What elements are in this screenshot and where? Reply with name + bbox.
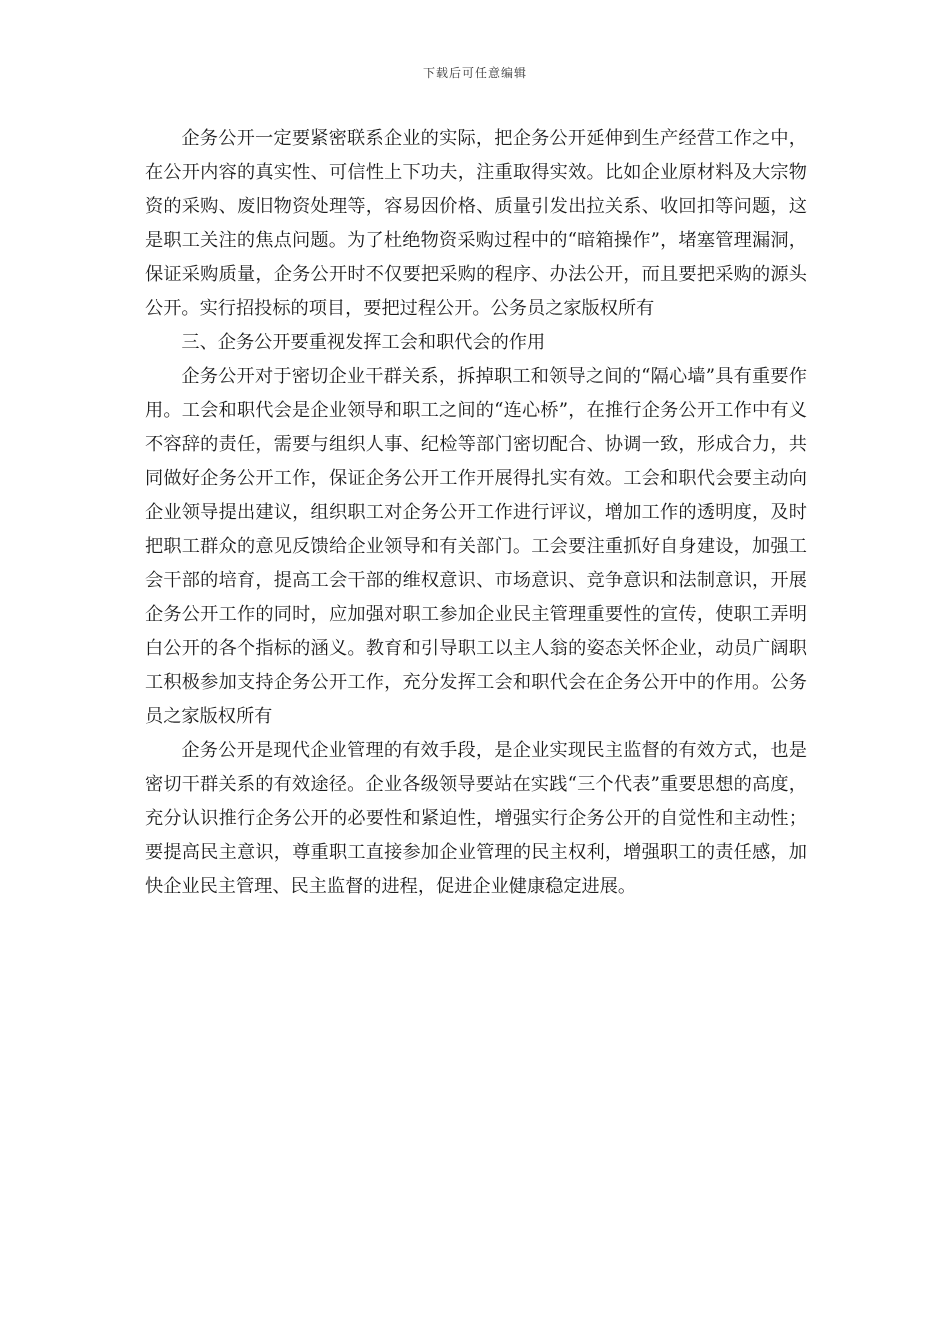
header-note: 下载后可任意编辑 [422,66,527,80]
paragraph-conclusion: 企务公开是现代企业管理的有效手段，是企业实现民主监督的有效方式，也是密切干群关系的有效途径。企业各级领导要站在实践“三个代表”重要思想的高度，充分认识推行企务公开的必要性和紧迫性，增强实行企务公开的自觉性和主动性；要提高民主意识，尊重职工直接参加企业管理的民主权利，增强职工的责任感，加快企业民主管理、民主监督的进程，促进企业健康稳定进展。 [145,740,807,897]
section-heading-union-role: 三、企务公开要重视发挥工会和职代会的作用 [181,332,546,353]
document-body [145,122,807,904]
paragraph-procurement-disclosure: 企务公开一定要紧密联系企业的实际，把企务公开延伸到生产经营工作之中，在公开内容的真实性、可信性上下功夫，注重取得实效。比如企业原材料及大宗物资的采购、废旧物资处理等，容易因价格、质量引发出拉关系、收回扣等问题，这是职工关注的焦点问题。为了杜绝物资采购过程中的“暗箱操作”，堵塞管理漏洞，保证采购质量，企务公开时不仅要把采购的程序、办法公开，而且要把采购的源头公开。实行招投标的项目，要把过程公开。公务员之家版权所有 [145,128,807,319]
paragraph-union-role: 企务公开对于密切企业干群关系，拆掉职工和领导之间的“隔心墙”具有重要作用。工会和职代会是企业领导和职工之间的“连心桥”，在推行企务公开工作中有义不容辞的责任，需要与组织人事、纪检等部门密切配合、协调一致，形成合力，共同做好企务公开工作，保证企务公开工作开展得扎实有效。工会和职代会要主动向企业领导提出建议，组织职工对企务公开工作进行评议，增加工作的透明度，及时把职工群众的意见反馈给企业领导和有关部门。工会要注重抓好自身建设，加强工会干部的培育，提高工会干部的维权意识、市场意识、竞争意识和法制意识，开展企务公开工作的同时，应加强对职工参加企业民主管理重要性的宣传，使职工弄明白公开的各个指标的涵义。教育和引导职工以主人翁的姿态关怀企业，动员广阔职工积极参加支持企务公开工作，充分发挥工会和职代会在企务公开中的作用。公务员之家版权所有 [145,366,807,727]
